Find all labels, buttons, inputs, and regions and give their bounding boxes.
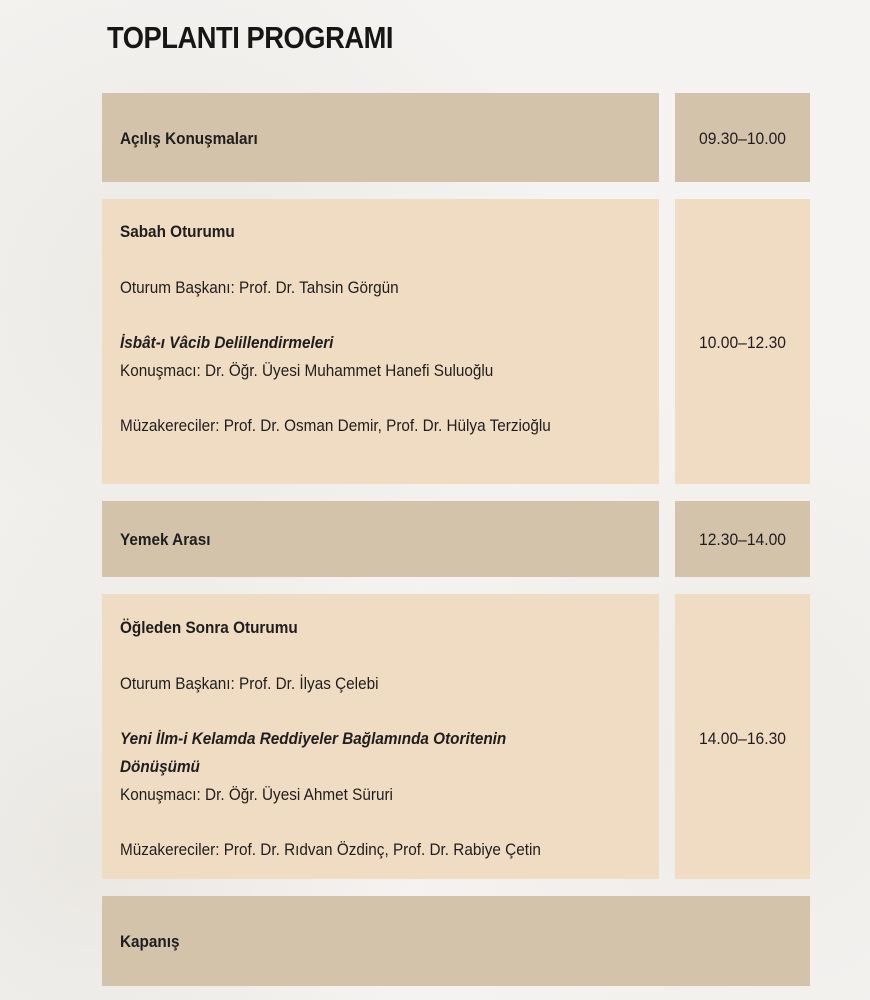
page-title: TOPLANTI PROGRAMI xyxy=(107,20,394,55)
lunch-time-cell xyxy=(675,501,810,577)
afternoon-discussants: Müzakereciler: Prof. Dr. Rıdvan Özdinç, Prof. Dr. Rabiye Çetin xyxy=(120,840,541,859)
morning-time-cell xyxy=(675,199,810,484)
morning-session-cell xyxy=(102,199,659,484)
morning-discussants: Müzakereciler: Prof. Dr. Osman Demir, Prof. Dr. Hülya Terzioğlu xyxy=(120,416,551,435)
afternoon-paper-title-line1: Yeni İlm-i Kelamda Reddiyeler Bağlamında Otoritenin xyxy=(120,729,507,748)
afternoon-chair: Oturum Başkanı: Prof. Dr. İlyas Çelebi xyxy=(120,674,379,693)
afternoon-time-cell xyxy=(675,594,810,879)
opening-time-cell xyxy=(675,93,810,182)
opening-session-cell xyxy=(102,93,659,182)
closing-label: Kapanış xyxy=(120,932,180,951)
afternoon-session-cell xyxy=(102,594,659,879)
lunch-break-cell xyxy=(102,501,659,577)
opening-session-label: Açılış Konuşmaları xyxy=(120,129,258,148)
morning-chair: Oturum Başkanı: Prof. Dr. Tahsin Görgün xyxy=(120,278,399,297)
morning-paper-title: İsbât-ı Vâcib Delillendirmeleri xyxy=(120,333,334,352)
closing-cell xyxy=(102,896,810,986)
afternoon-paper-title-line2: Dönüşümü xyxy=(120,757,200,776)
morning-time: 10.00–12.30 xyxy=(699,333,786,352)
opening-time: 09.30–10.00 xyxy=(699,129,786,148)
afternoon-speaker: Konuşmacı: Dr. Öğr. Üyesi Ahmet Süruri xyxy=(120,785,393,804)
lunch-break-label: Yemek Arası xyxy=(120,530,211,549)
lunch-time: 12.30–14.00 xyxy=(699,530,786,549)
morning-session-label: Sabah Oturumu xyxy=(120,222,235,241)
afternoon-time: 14.00–16.30 xyxy=(699,729,786,748)
morning-speaker: Konuşmacı: Dr. Öğr. Üyesi Muhammet Hanefi Suluoğlu xyxy=(120,361,494,380)
afternoon-session-label: Öğleden Sonra Oturumu xyxy=(120,618,298,637)
